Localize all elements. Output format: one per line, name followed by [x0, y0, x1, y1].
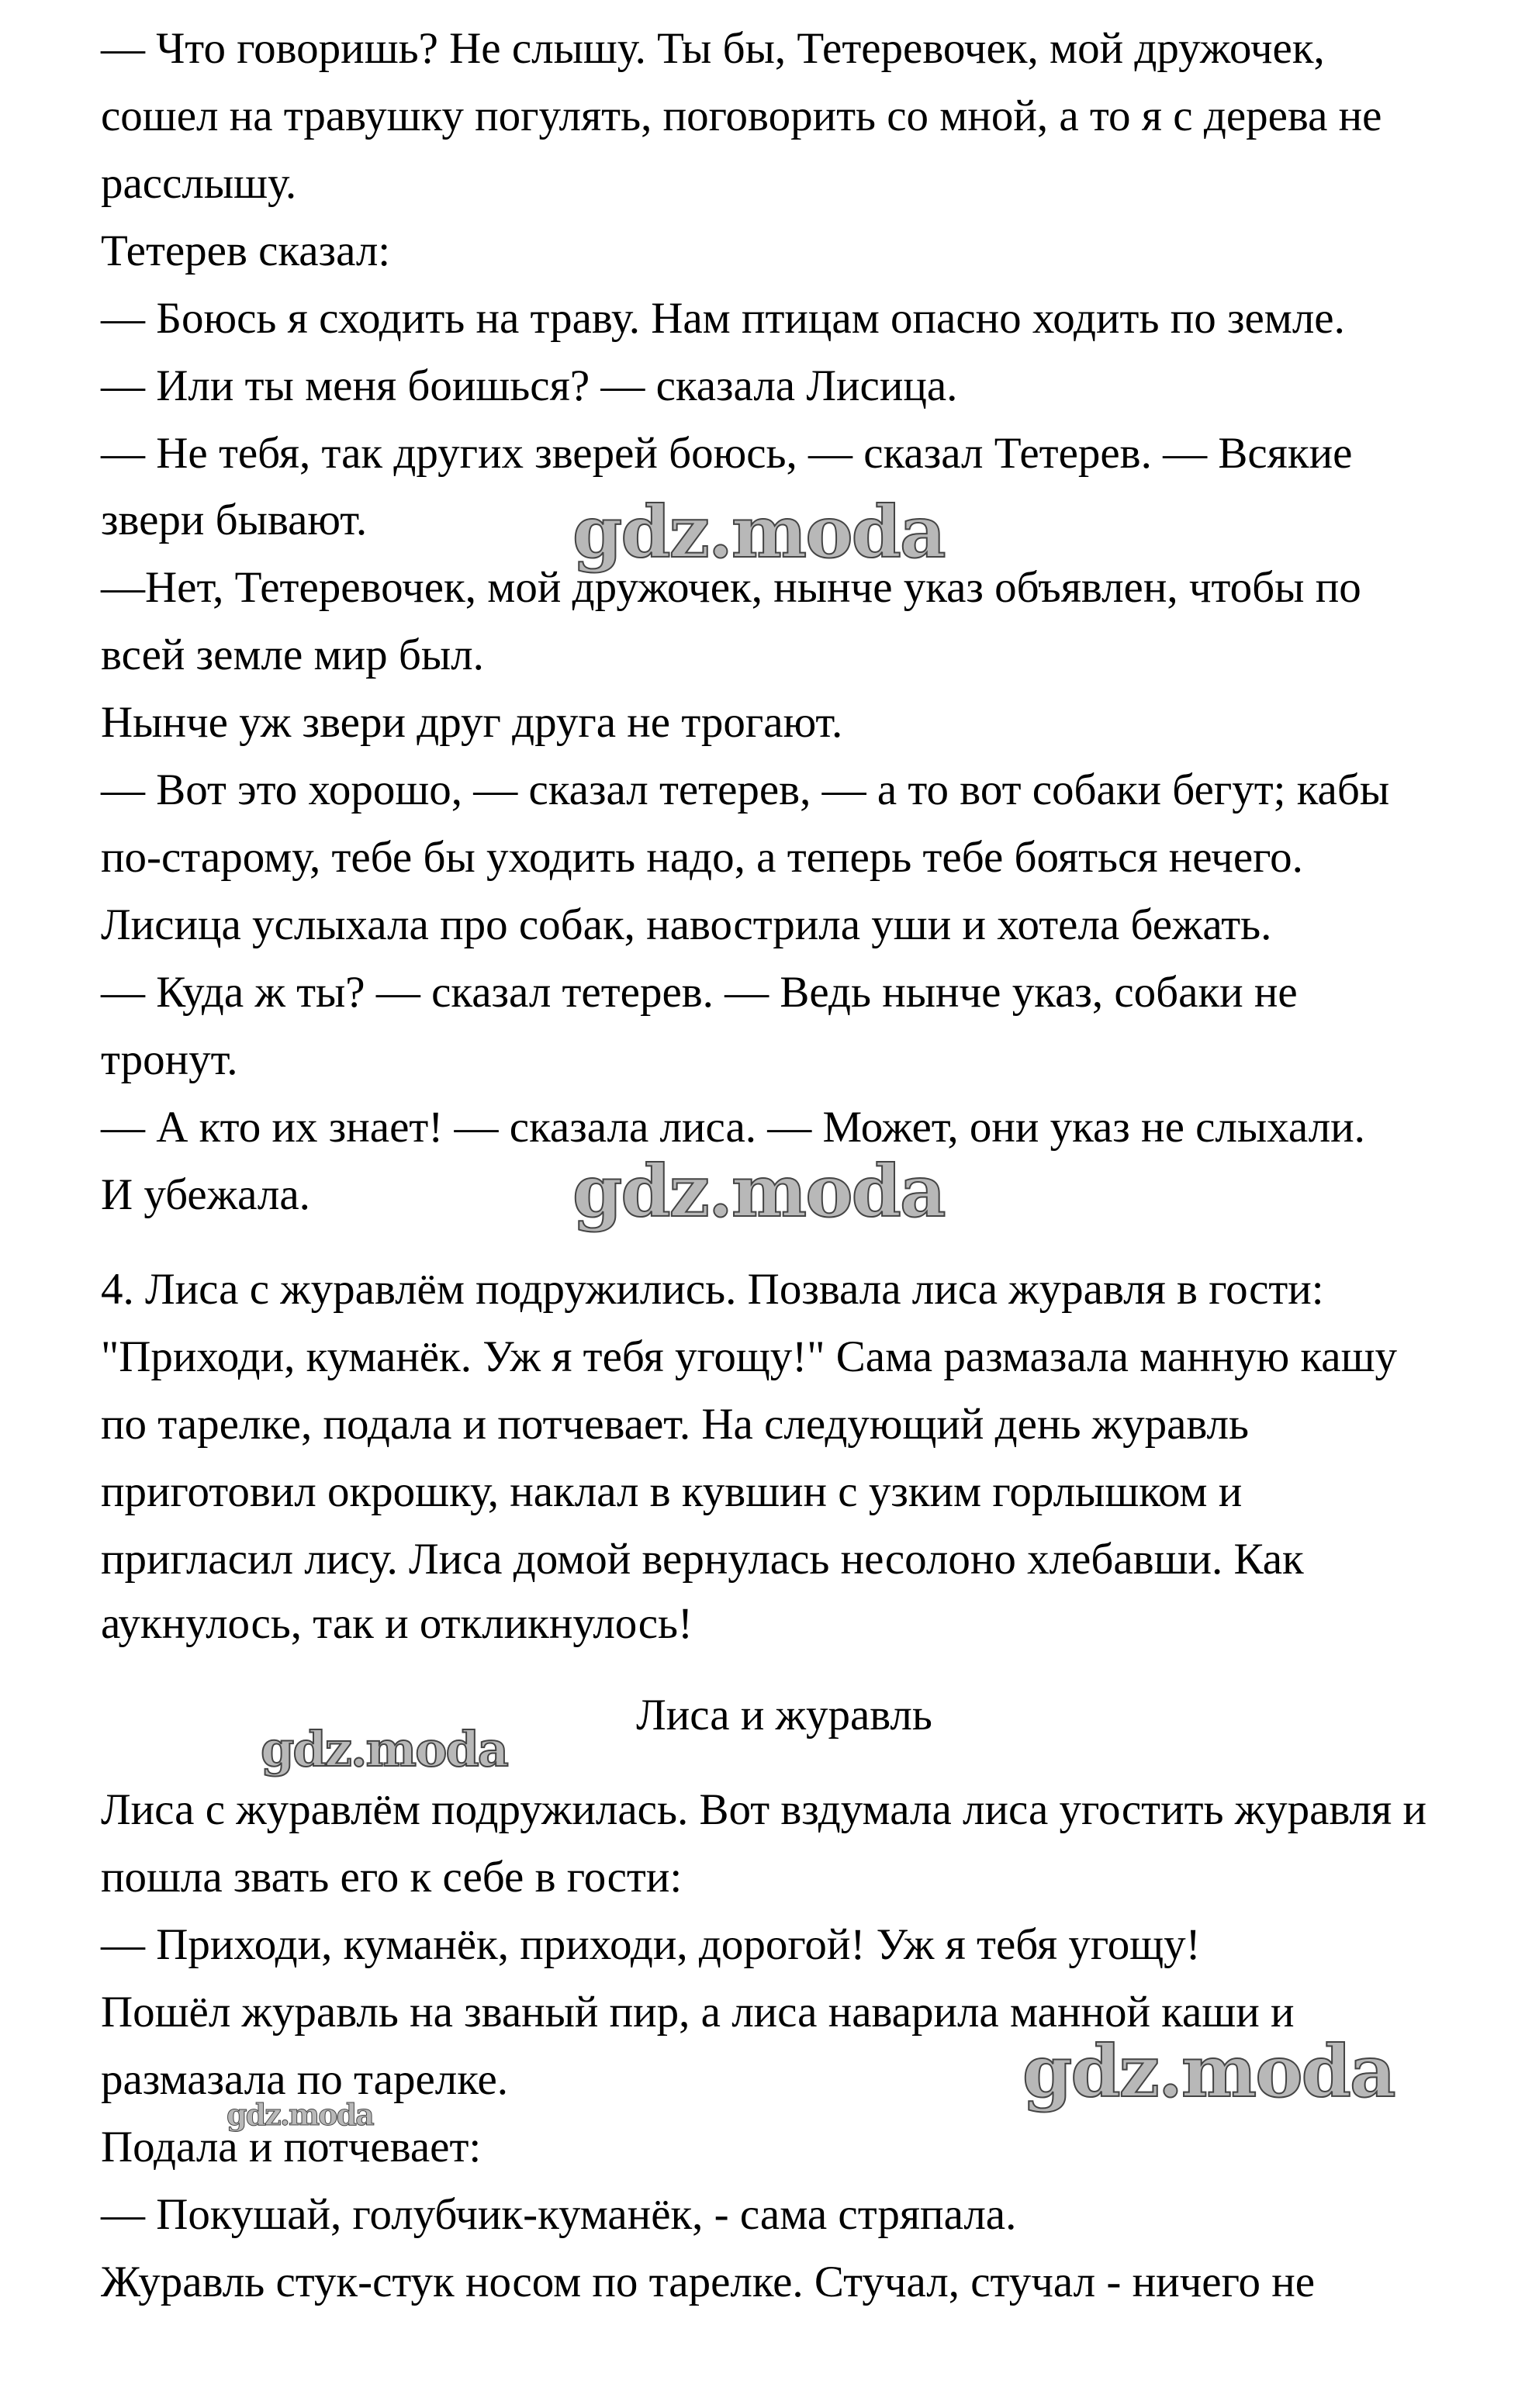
text-line: размазала по тарелке.: [101, 2055, 509, 2104]
text-line: — Не тебя, так других зверей боюсь, — сказал Тетерев. — Всякие: [101, 429, 1353, 478]
text-line: звери бывают.: [101, 496, 368, 544]
text-line: аукнулось, так и откликнулось!: [101, 1599, 693, 1648]
text-line: — Куда ж ты? — сказал тетерев. — Ведь нынче указ, собаки не: [101, 968, 1298, 1017]
text-line: Лиса с журавлём подружилась. Вот вздумала лиса угостить журавля и: [101, 1785, 1427, 1834]
text-line: —Нет, Тетеревочек, мой дружочек, нынче указ объявлен, чтобы по: [101, 563, 1361, 612]
text-line: Лисица услыхала про собак, навострила уши и хотела бежать.: [101, 900, 1272, 949]
text-line: пошла звать его к себе в гости:: [101, 1853, 683, 1902]
text-line: пригласил лису. Лиса домой вернулась несолоно хлебавши. Как: [101, 1535, 1304, 1584]
text-line: — А кто их знает! — сказала лиса. — Может, они указ не слыхали.: [101, 1103, 1365, 1152]
watermark: gdz.moda: [572, 1149, 945, 1233]
watermark: gdz.moda: [1022, 2030, 1395, 2113]
text-line: сошел на травушку погулять, поговорить со мной, а то я с дерева не: [101, 92, 1382, 140]
text-line: Журавль стук-стук носом по тарелке. Стучал, стучал - ничего не: [101, 2258, 1316, 2306]
text-line: 4. Лиса с журавлём подружились. Позвала лиса журавля в гости:: [101, 1265, 1324, 1314]
text-line: — Покушай, голубчик-куманёк, - сама стряпала.: [101, 2190, 1017, 2239]
text-line: — Что говоришь? Не слышу. Ты бы, Тетеревочек, мой дружочек,: [101, 24, 1325, 73]
text-line: по-старому, тебе бы уходить надо, а теперь тебе бояться нечего.: [101, 833, 1303, 882]
text-line: — Или ты меня боишься? — сказала Лисица.: [101, 361, 958, 410]
text-line: по тарелке, подала и потчевает. На следующий день журавль: [101, 1400, 1249, 1449]
section-title: Лиса и журавль: [636, 1691, 932, 1739]
text-line: "Приходи, куманёк. Уж я тебя угощу!" Сама размазала манную кашу: [101, 1332, 1397, 1381]
text-line: тронут.: [101, 1035, 238, 1084]
text-line: Подала и потчевает:: [101, 2123, 482, 2171]
watermark: gdz.moda: [261, 1721, 507, 1777]
text-line: — Приходи, куманёк, приходи, дорогой! Уж я тебя угощу!: [101, 1920, 1201, 1969]
text-line: Пошёл журавль на званый пир, а лиса наварила манной каши и: [101, 1988, 1295, 2037]
text-line: — Вот это хорошо, — сказал тетерев, — а то вот собаки бегут; кабы: [101, 765, 1390, 814]
watermark: gdz.moda: [572, 490, 945, 574]
text-line: — Боюсь я сходить на траву. Нам птицам опасно ходить по земле.: [101, 294, 1345, 343]
watermark: gdz.moda: [227, 2097, 373, 2132]
text-line: всей земле мир был.: [101, 631, 484, 679]
text-line: приготовил окрошку, наклал в кувшин с узким горлышком и: [101, 1467, 1243, 1516]
text-line: Тетерев сказал:: [101, 226, 391, 275]
text-line: Нынче уж звери друг друга не трогают.: [101, 698, 843, 747]
text-line: расслышу.: [101, 159, 297, 208]
text-line: И убежала.: [101, 1170, 310, 1219]
